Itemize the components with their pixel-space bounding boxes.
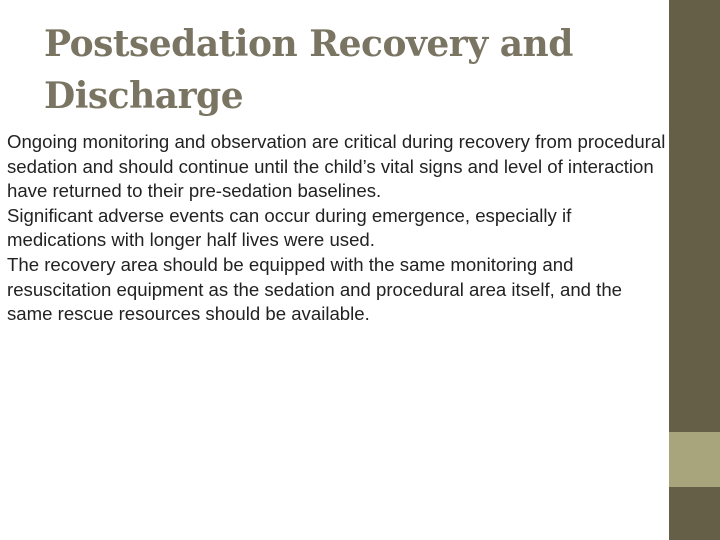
- slide-title-line-1: Postsedation Recovery and: [44, 23, 573, 65]
- slide-body: [7, 130, 669, 327]
- decorative-side-accent: [669, 432, 720, 487]
- body-paragraph-adverse-events: Significant adverse events can occur during emergence, especially if medications with longer half lives were used.: [7, 204, 572, 251]
- slide-title: [44, 18, 644, 122]
- slide-title-line-2: Discharge: [44, 75, 244, 117]
- body-paragraph-monitoring: Ongoing monitoring and observation are critical during recovery from procedural sedation and should continue until the child’s vital signs and level of interaction have returned to their pre-sedation baselines.: [7, 131, 666, 202]
- body-paragraph-recovery-area: The recovery area should be equipped with the same monitoring and resuscitation equipment as the sedation and procedural area itself, and the same rescue resources should be available.: [7, 253, 623, 325]
